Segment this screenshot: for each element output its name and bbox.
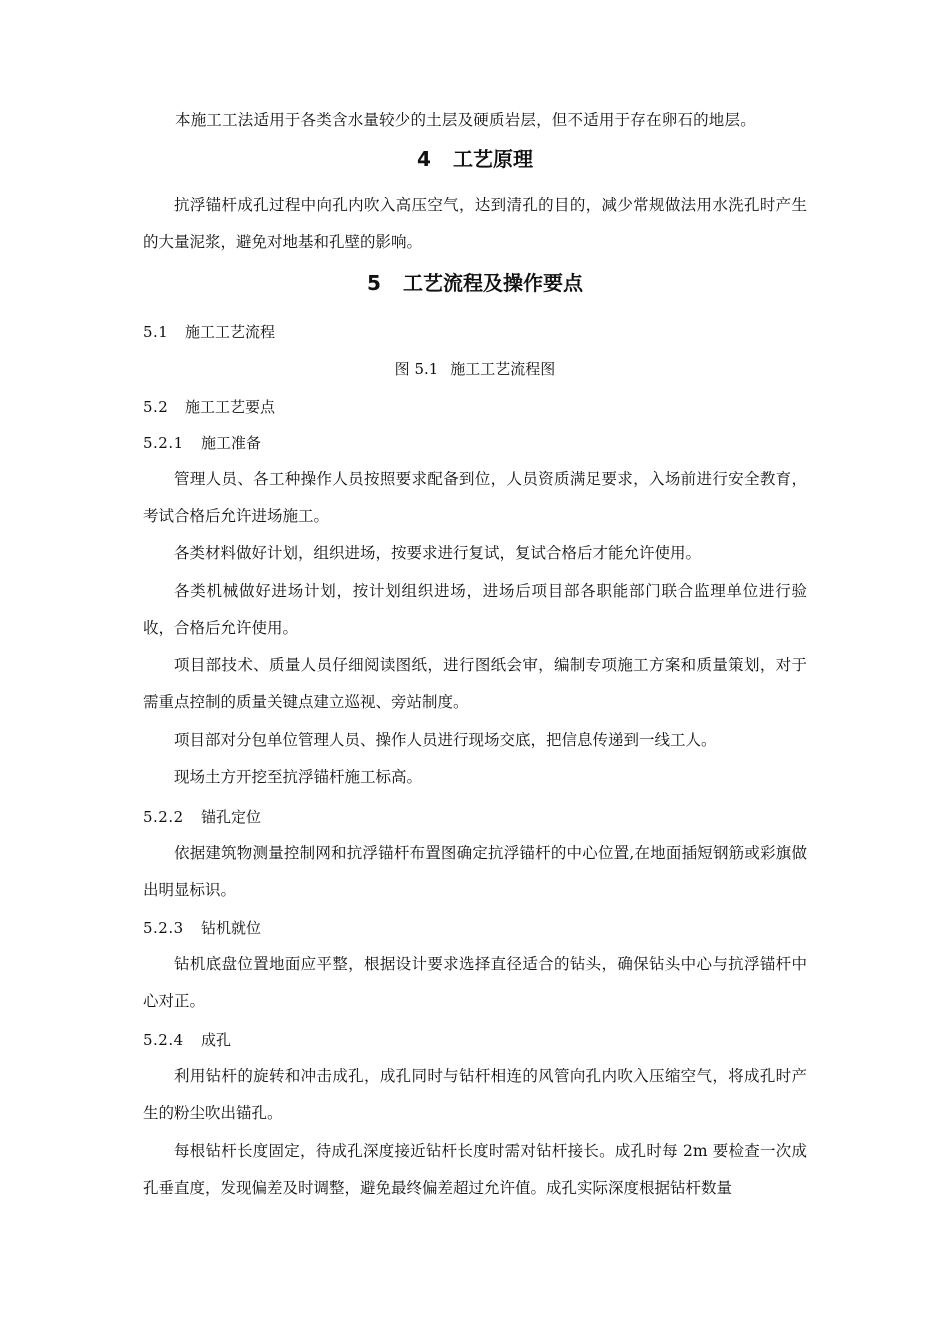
subsection-5-2-3-number: 5.2.3: [143, 919, 184, 937]
drill-setup-paragraph: 钻机底盘位置地面应平整，根据设计要求选择直径适合的钻头，确保钻头中心与抗浮锚杆中心对正。: [143, 955, 807, 1010]
figure-caption: [0, 359, 950, 379]
prep-paragraph-4: 项目部技术、质量人员仔细阅读图纸，进行图纸会审，编制专项施工方案和质量策划，对于需重点控制的质量关键点建立巡视、旁站制度。: [143, 656, 807, 711]
figure-caption-text: 施工工艺流程图: [450, 360, 556, 378]
prep-paragraph-5: 项目部对分包单位管理人员、操作人员进行现场交底，把信息传递到一线工人。: [174, 731, 717, 749]
subsection-5-2-3-title: 钻机就位: [201, 919, 262, 937]
prep-paragraph-2: 各类材料做好计划，组织进场，按要求进行复试，复试合格后才能允许使用。: [174, 544, 702, 562]
subsection-5-2-2-number: 5.2.2: [143, 808, 184, 826]
subsection-5-2-1-heading: [143, 433, 261, 453]
subsection-5-1-title: 施工工艺流程: [185, 323, 276, 341]
section-4-paragraph: 抗浮锚杆成孔过程中向孔内吹入高压空气，达到清孔的目的，减少常规做法用水洗孔时产生的大量泥浆，避免对地基和孔壁的影响。: [143, 196, 807, 251]
prep-paragraph-3: 各类机械做好进场计划，按计划组织进场，进场后项目部各职能部门联合监理单位进行验收，合格后允许使用。: [143, 582, 807, 637]
subsection-5-2-title: 施工工艺要点: [185, 398, 276, 416]
subsection-5-2-number: 5.2: [143, 398, 169, 416]
drilling-paragraph-2: 每根钻杆长度固定，待成孔深度接近钻杆长度时需对钻杆接长。成孔时每 2m 要检查一次成孔垂直度，发现偏差及时调整，避免最终偏差超过允许值。成孔实际深度根据钻杆数量: [143, 1142, 807, 1197]
subsection-5-2-heading: [143, 397, 275, 417]
subsection-5-2-1-number: 5.2.1: [143, 434, 184, 452]
prep-paragraph-6: 现场土方开挖至抗浮锚杆施工标高。: [174, 768, 423, 786]
subsection-5-2-3-heading: [143, 918, 261, 938]
section-4-number: 4: [417, 147, 431, 171]
subsection-5-1-number: 5.1: [143, 323, 169, 341]
prep-paragraph-1: 管理人员、各工种操作人员按照要求配备到位，人员资质满足要求，入场前进行安全教育，考试合格后允许进场施工。: [143, 470, 807, 525]
positioning-paragraph: 依据建筑物测量控制网和抗浮锚杆布置图确定抗浮锚杆的中心位置,在地面插短钢筋或彩旗做出明显标识。: [143, 844, 807, 899]
subsection-5-1-heading: [143, 322, 275, 342]
section-5-number: 5: [367, 271, 381, 295]
section-4-title: 工艺原理: [452, 147, 533, 171]
intro-paragraph: 本施工工法适用于各类含水量较少的土层及硬质岩层，但不适用于存在卵石的地层。: [175, 111, 756, 129]
subsection-5-2-2-title: 锚孔定位: [201, 808, 262, 826]
subsection-5-2-2-heading: [143, 807, 261, 827]
subsection-5-2-4-number: 5.2.4: [143, 1031, 184, 1049]
section-5-title: 工艺流程及操作要点: [402, 271, 583, 295]
section-4-heading: [0, 146, 950, 172]
subsection-5-2-1-title: 施工准备: [201, 434, 262, 452]
subsection-5-2-4-title: 成孔: [201, 1031, 232, 1049]
figure-number: 图 5.1: [394, 360, 439, 378]
section-5-heading: [0, 270, 950, 296]
subsection-5-2-4-heading: [143, 1030, 231, 1050]
drilling-paragraph-1: 利用钻杆的旋转和冲击成孔，成孔同时与钻杆相连的风管向孔内吹入压缩空气，将成孔时产生的粉尘吹出锚孔。: [143, 1067, 807, 1122]
